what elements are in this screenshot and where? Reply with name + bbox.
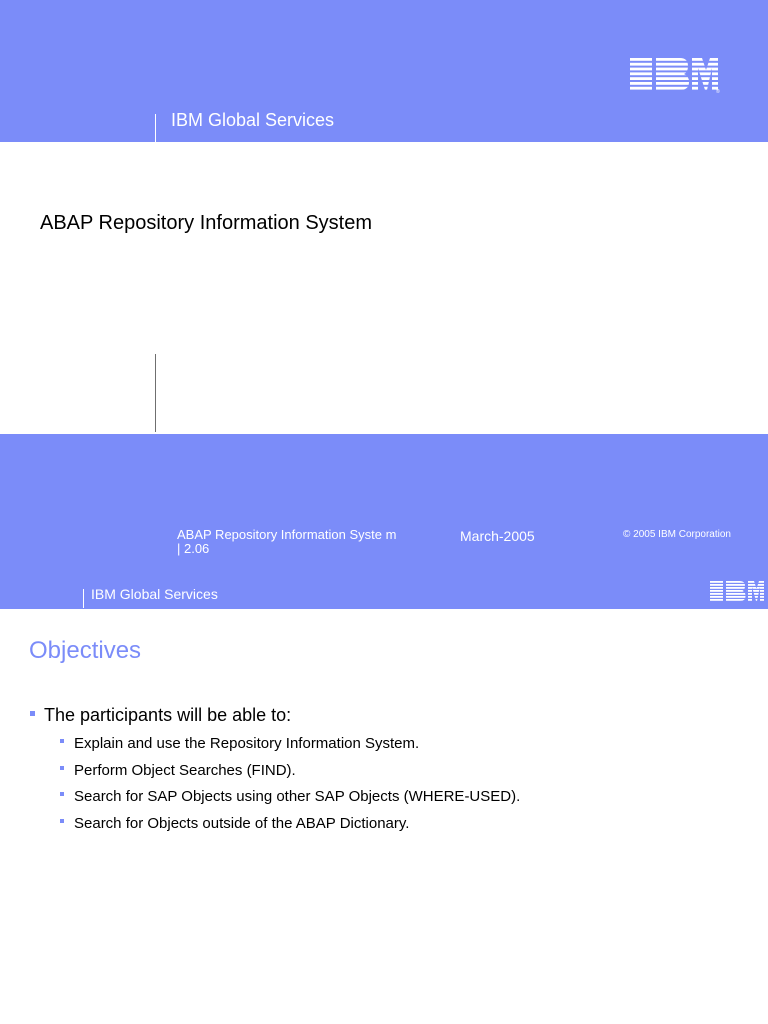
objectives-sub-list (30, 731, 520, 837)
list-item (60, 784, 520, 811)
footer-subject: ABAP Repository Information Syste m | 2.06 (177, 527, 397, 556)
header-divider (155, 114, 156, 142)
svg-text:®: ® (716, 89, 720, 94)
second-header-service-name: IBM Global Services (91, 586, 218, 602)
second-header-divider (83, 589, 84, 608)
title-divider (155, 354, 156, 432)
objective-text: Perform Object Searches (FIND). (74, 761, 296, 779)
slide-title: ABAP Repository Information System (40, 212, 372, 234)
objective-text: Explain and use the Repository Information System. (74, 735, 420, 752)
list-item (60, 811, 520, 838)
objectives-title: Objectives (29, 637, 142, 664)
ibm-logo-small-icon (710, 581, 764, 603)
bullet-square-icon (60, 792, 64, 796)
middle-band (0, 434, 768, 609)
bullet-square-icon (60, 739, 64, 743)
bullet-square-icon (60, 819, 64, 823)
top-header-band (0, 0, 768, 142)
footer-date: March-2005 (460, 528, 535, 544)
objective-text: Search for Objects outside of the ABAP Dictionary. (74, 814, 410, 832)
bullet-square-icon (60, 766, 64, 770)
objectives-list (30, 703, 520, 837)
list-item (60, 758, 520, 785)
header-service-name: IBM Global Services (171, 110, 335, 130)
bullet-square-icon (30, 711, 35, 716)
ibm-logo-icon (630, 58, 720, 94)
objective-text: Search for SAP Objects using other SAP Objects (WHERE-USED). (74, 788, 521, 806)
list-item (30, 703, 520, 837)
objectives-intro: The participants will be able to: (44, 705, 292, 725)
footer-copyright: © 2005 IBM Corporation (623, 529, 731, 540)
list-item (60, 731, 520, 758)
